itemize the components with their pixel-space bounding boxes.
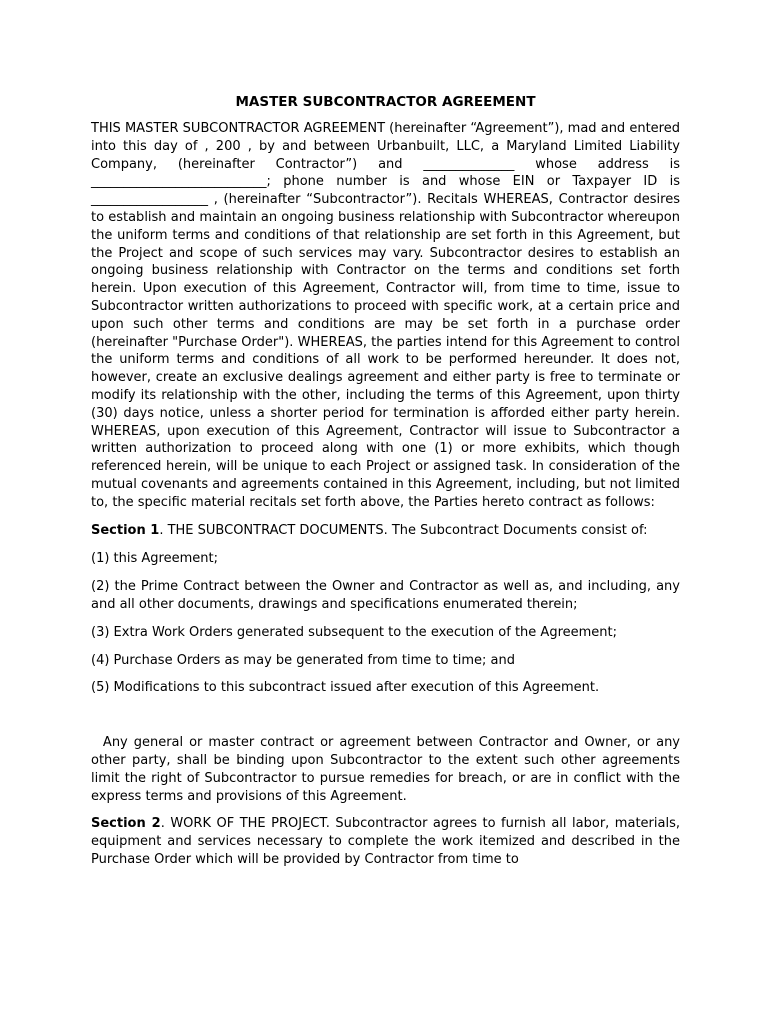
section-2-heading — [91, 815, 680, 868]
section-2-text: . WORK OF THE PROJECT. Subcontractor agrees to furnish all labor, materials, equipment and services necessary to complete the work itemized and described in the Purchase Order which will be provided by Contractor from time to — [91, 816, 680, 867]
section-1-label: Section 1 — [91, 522, 160, 538]
section-1-heading — [91, 522, 680, 540]
list-item: (1) this Agreement; — [91, 551, 218, 567]
section-1-text: . THE SUBCONTRACT DOCUMENTS. The Subcontract Documents consist of: — [159, 522, 648, 538]
blank-space — [91, 697, 680, 734]
list-item: (4) Purchase Orders as may be generated from time to time; and — [91, 652, 515, 668]
list-item: (2) the Prime Contract between the Owner and Contractor as well as, and including, any and all other documents, drawings and specifications enumerated therein; — [91, 579, 680, 612]
document-title: MASTER SUBCONTRACTOR AGREEMENT — [235, 94, 536, 110]
list-item: (3) Extra Work Orders generated subsequent to the execution of the Agreement; — [91, 624, 618, 640]
document-page — [91, 93, 685, 869]
list-item: (5) Modifications to this subcontract issued after execution of this Agreement. — [91, 680, 600, 696]
general-contract-paragraph: Any general or master contract or agreement between Contractor and Owner, or any other party, shall be binding upon Subcontractor to the extent such other agreements limit the right of Subcontractor to pursue remedies for breach, or are in conflict with the express terms and provisions of this Agreement. — [91, 735, 685, 804]
section-2-label: Section 2 — [91, 816, 161, 832]
intro-paragraph: THIS MASTER SUBCONTRACTOR AGREEMENT (hereinafter “Agreement”), mad and entered into this day of , 200 , by and between Urbanbuilt, LLC, a Maryland Limited Liability Company, (hereinafter Contractor”) and ______________ whose address is ___________________________; phone number is and whose EIN or Taxpayer ID is __________________ , (hereinafter “Subcontractor”). Recitals WHEREAS, Contractor desires to establish and maintain an ongoing business relationship with Subcontractor whereupon the uniform terms and conditions of that relationship are set forth in this Agreement, but the Project and scope of such services may vary. Subcontractor desires to establish an ongoing business relationship with Contractor on the terms and conditions set forth herein. Upon execution of this Agreement, Contractor will, from time to time, issue to Subcontractor written authorizations to proceed with specific work, at a certain price and upon such other terms and conditions are may be set forth in a purchase order (hereinafter "Purchase Order"). WHEREAS, the parties intend for this Agreement to control the uniform terms and conditions of all work to be performed hereunder. It does not, however, create an exclusive dealings agreement and either party is free to terminate or modify its relationship with the other, including the terms of this Agreement, upon thirty (30) days notice, unless a shorter period for termination is afforded either party herein. WHEREAS, upon execution of this Agreement, Contractor will issue to Subcontractor a written authorization to proceed along with one (1) or more exhibits, which though referenced herein, will be unique to each Project or assigned task. In consideration of the mutual covenants and agreements contained in this Agreement, including, but not limited to, the specific material recitals set forth above, the Parties hereto contract as follows: — [91, 121, 680, 510]
